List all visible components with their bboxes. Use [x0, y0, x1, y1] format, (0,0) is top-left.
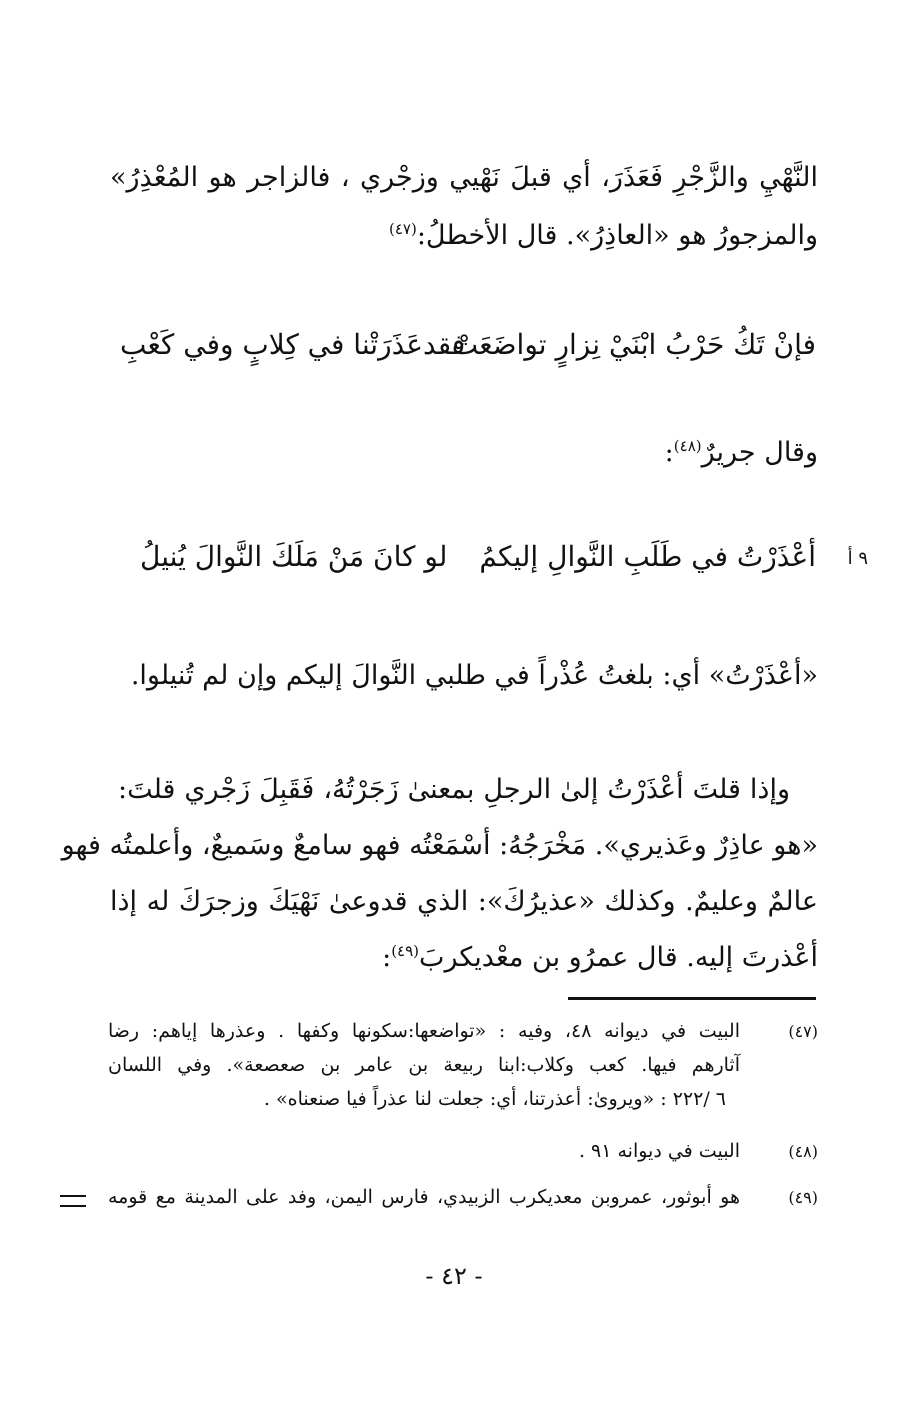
body-text: والمزجورُ هو «العاذِرُ». قال الأخطلُ:	[416, 220, 818, 251]
body-line	[110, 425, 818, 481]
continuation-mark	[60, 1195, 86, 1207]
footnote-number: (٤٧)	[788, 1022, 818, 1041]
body-line	[110, 150, 818, 206]
footnote-line	[108, 1181, 818, 1214]
body-line	[110, 930, 818, 986]
footnote-text: آثارهم فيها. كعب وكلاب:ابنا ربيعة بن عامر بن صعصعة». وفي اللسان	[108, 1054, 740, 1076]
verse-hemistich-right: أعْذَرْتُ في طَلَبِ النَّوالِ إليكمُ	[479, 540, 816, 573]
body-text: :	[382, 942, 392, 973]
body-line	[110, 208, 818, 264]
body-text: «أعْذَرْتُ» أي: بلغتُ عُذْراً في طلبي النَّوالَ إليكم وإن لم تُنيلوا.	[130, 660, 818, 691]
margin-folio-number: ٩ أ	[847, 548, 868, 569]
body-text: النَّهْيِ والزَّجْرِ فَعَذَرَ، أي قبلَ نَهْيي وزجْري ، فالزاجر هو المُعْذِرُ»	[110, 162, 818, 193]
footnote-reference: (٤٧)	[388, 220, 417, 238]
footnote-number: (٤٩)	[788, 1188, 818, 1207]
body-text: :	[664, 437, 674, 468]
verse-hemistich-left: لو كانَ مَنْ مَلَكَ النَّوالَ يُنيلُ	[140, 540, 448, 573]
footnote-line	[108, 1083, 818, 1116]
footnote-text: هو أبوثور، عمروبن معديكرب الزبيدي، فارس اليمن، وفد على المدينة مع قومه	[108, 1186, 740, 1208]
body-text: «هو عاذِرٌ وعَذيري». مَخْرَجُهُ: أسْمَعْتُه فهو سامعٌ وسَميعٌ، وأعلمتُه فهو	[61, 830, 818, 861]
verse-hemistich-left: فقدعَذَرَتْنا في كِلابٍ وفي كَعْبِ	[120, 328, 466, 361]
footnote-reference: (٤٨)	[673, 437, 702, 455]
body-line	[118, 762, 790, 818]
footnote-reference: (٤٩)	[391, 942, 420, 960]
body-line	[61, 818, 818, 874]
body-text: أعْذرتَ إليه. قال عمرُو بن معْديكربَ	[419, 942, 818, 973]
footnote-line	[108, 1135, 818, 1168]
verse-hemistich-right: فإنْ تَكُ حَرْبُ ابْنَيْ نِزارٍ تواضَعَتْ	[451, 328, 816, 361]
body-line	[110, 874, 818, 930]
footnote-text: البيت في ديوانه ٤٨، وفيه : «تواضعها:سكونها وكفها . وعذرها إياهم: رضا	[108, 1020, 740, 1042]
footnote-text: البيت في ديوانه ٩١ .	[578, 1140, 740, 1162]
page-number: - ٤٢ -	[425, 1262, 483, 1290]
footnote-number: (٤٨)	[788, 1142, 818, 1161]
body-text: وإذا قلتَ أعْذَرْتُ إلىٰ الرجلِ بمعنىٰ زَجَرْتُهُ، فَقَبِلَ زَجْري قلتَ:	[118, 774, 790, 805]
body-text: وقال جريرٌ	[701, 437, 818, 468]
body-text: عالمٌ وعليمٌ. وكذلك «عذيرُكَ»: الذي قدوعىٰ نَهْيَكَ وزجرَكَ له إذا	[110, 886, 818, 917]
footnote-line	[108, 1015, 818, 1048]
body-line	[110, 648, 818, 704]
footnote-separator	[568, 997, 816, 1000]
footnote-line	[108, 1049, 818, 1082]
footnote-text: ٦ /٢٢٢ : «ويروىٰ: أعذرتنا، أي: جعلت لنا عذراً فيا صنعناه» .	[263, 1088, 726, 1110]
